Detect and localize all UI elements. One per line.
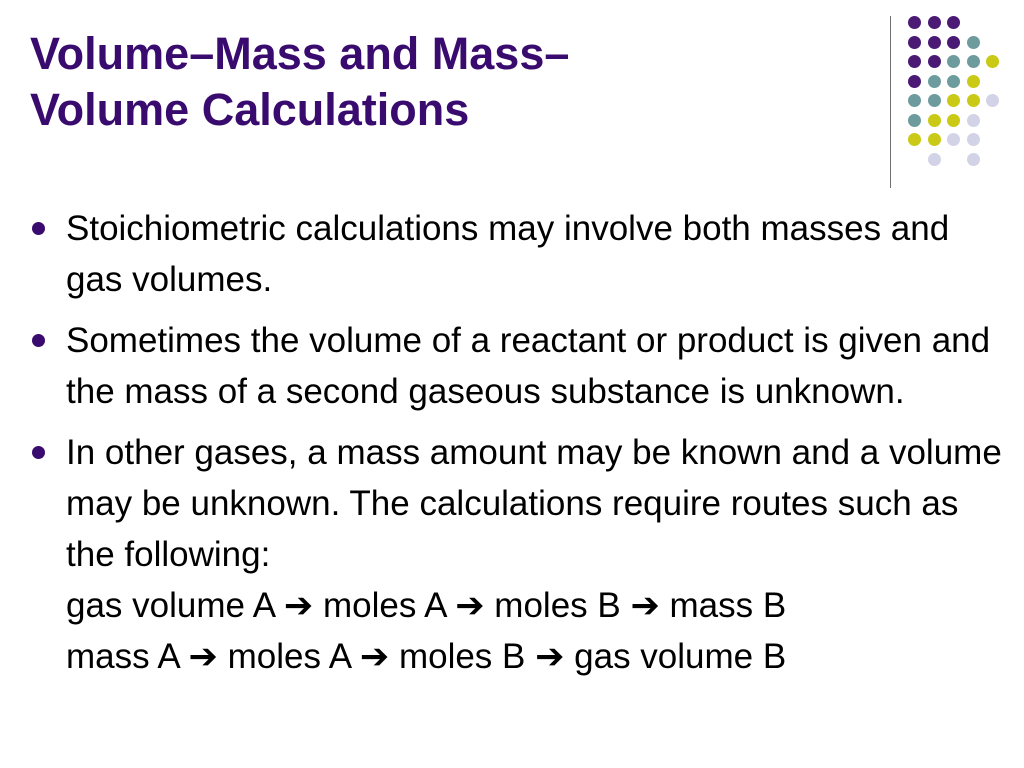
bullet-dot-icon	[32, 334, 45, 347]
bullet-list	[30, 203, 1005, 692]
decorative-dot	[908, 16, 921, 29]
decorative-dot	[928, 36, 941, 49]
decorative-dot	[947, 94, 960, 107]
decorative-dot	[967, 55, 980, 68]
decorative-dot	[967, 75, 980, 88]
decorative-dot	[908, 55, 921, 68]
decorative-dot	[908, 94, 921, 107]
decorative-dot	[967, 36, 980, 49]
decorative-dot	[928, 75, 941, 88]
calculation-route-2: mass A ➔ moles A ➔ moles B ➔ gas volume B	[66, 637, 787, 676]
slide-title-line-2: Volume Calculations	[30, 84, 470, 135]
decorative-dot-grid	[908, 16, 1008, 166]
decorative-dot	[967, 114, 980, 127]
decorative-dot	[967, 153, 980, 166]
slide-title-line-1: Volume–Mass and Mass–	[30, 28, 570, 79]
slide-title	[30, 26, 870, 138]
decorative-dot	[967, 94, 980, 107]
bullet-dot-icon	[32, 446, 45, 459]
decorative-dot	[947, 36, 960, 49]
decorative-dot	[947, 16, 960, 29]
decorative-dot	[928, 16, 941, 29]
decorative-dot	[928, 114, 941, 127]
decorative-dot	[947, 55, 960, 68]
decorative-dot	[947, 114, 960, 127]
bullet-text-2: Sometimes the volume of a reactant or product is given and the mass of a second gaseous substance is unknown.	[66, 321, 991, 411]
decorative-dot	[928, 153, 941, 166]
bullet-dot-icon	[32, 222, 45, 235]
title-divider-line	[890, 16, 891, 188]
bullet-text-3: In other gases, a mass amount may be known and a volume may be unknown. The calculations require routes such as the following:	[66, 433, 1002, 574]
calculation-route-1: gas volume A ➔ moles A ➔ moles B ➔ mass B	[66, 586, 787, 625]
bullet-item-3	[30, 427, 1005, 682]
decorative-dot	[986, 55, 999, 68]
decorative-dot	[928, 133, 941, 146]
decorative-dot	[947, 133, 960, 146]
decorative-dot	[908, 75, 921, 88]
decorative-dot	[947, 75, 960, 88]
bullet-text-1: Stoichiometric calculations may involve both masses and gas volumes.	[66, 209, 950, 299]
decorative-dot	[928, 94, 941, 107]
decorative-dot	[908, 36, 921, 49]
decorative-dot	[986, 94, 999, 107]
decorative-dot	[908, 114, 921, 127]
decorative-dot	[928, 55, 941, 68]
bullet-item-2	[30, 315, 1005, 417]
bullet-item-1	[30, 203, 1005, 305]
decorative-dot	[967, 133, 980, 146]
decorative-dot	[908, 133, 921, 146]
